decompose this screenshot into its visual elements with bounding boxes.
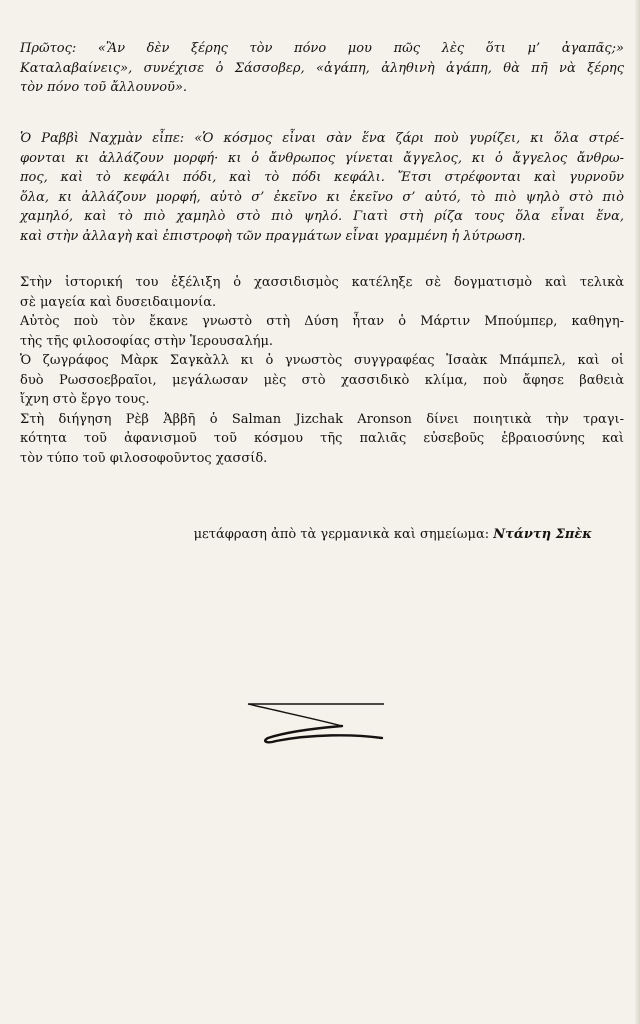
text-line: Αὐτὸς ποὺ τὸν ἔκανε γνωστὸ στὴ Δύση ἦταν ὁ Μάρτιν Μπούμπερ, καθηγη- bbox=[20, 314, 624, 329]
paragraph-quote bbox=[20, 39, 624, 98]
text-line: χαμηλό, καὶ τὸ πιὸ χαμηλὸ στὸ πιὸ ψηλό. Γιατὶ στὴ ρίζα τους ὅλα εἶναι ἕνα, bbox=[20, 209, 624, 224]
text-line: Στὴν ἱστορική του ἐξέλιξη ὁ χασσιδισμὸς κατέληξε σὲ δογματισμὸ καὶ τελικὰ bbox=[20, 275, 624, 290]
text-line: δυὸ Ρωσσοεβραῖοι, μεγάλωσαν μὲς στὸ χασσιδικὸ κλίμα, ποὺ ἄφησε βαθειὰ bbox=[20, 372, 624, 388]
text-line: κότητα τοῦ ἀφανισμοῦ τοῦ κόσμου τῆς παλιᾶς εὐσεβοῦς ἑβραιοσύνης καὶ bbox=[20, 431, 624, 446]
text-line: Καταλαβαίνεις», συνέχισε ὁ Σάσσοβερ, «ἀγάπη, ἀληθινὴ ἀγάπη, θὰ πῆ νὰ ξέρης bbox=[20, 60, 624, 76]
text-line: Ὁ ζωγράφος Μὰρκ Σαγκὰλλ κι ὁ γνωστὸς συγγραφέας Ἰσαὰκ Μπάμπελ, καὶ οἱ bbox=[20, 353, 624, 368]
paragraph-rabbi-nachman bbox=[20, 129, 624, 246]
text-line: Ὁ Ραββὶ Ναχμὰν εἶπε: «Ὁ κόσμος εἶναι σὰν ἕνα ζάρι ποὺ γυρίζει, κι ὅλα στρέ- bbox=[20, 131, 624, 146]
flourish-icon bbox=[242, 688, 388, 750]
text-line: καὶ στὴν ἀλλαγὴ καὶ ἐπιστροφὴ τῶν πραγμάτων εἶναι γραμμένη ἡ λύτρωση. bbox=[20, 228, 526, 244]
text-line: τὴς τῆς φιλοσοφίας στὴν Ἱερουσαλήμ. bbox=[20, 333, 274, 349]
text-line: ἴχνη στὸ ἔργο τους. bbox=[20, 392, 150, 407]
page-edge-shadow bbox=[634, 0, 640, 1024]
text-line: τὸν πόνο τοῦ ἄλλουνοῦ». bbox=[20, 80, 188, 95]
translator-name: Ντάντη Σπὲκ bbox=[493, 527, 592, 542]
text-line: Πρῶτος: «Ἂν δὲν ξέρης τὸν πόνο μου πῶς λὲς ὅτι μ’ ἀγαπᾶς;» bbox=[20, 41, 624, 56]
credit-label: μετάφραση ἀπὸ τὰ γερμανικὰ καὶ σημείωμα: bbox=[193, 527, 490, 542]
text-line: σὲ μαγεία καὶ δυσειδαιμονία. bbox=[20, 294, 217, 310]
paragraph-history-note bbox=[20, 273, 624, 468]
text-line: φονται κι ἀλλάζουν μορφή· κι ὁ ἄνθρωπος γίνεται ἄγγελος, κι ὁ ἄγγελος ἄνθρω- bbox=[20, 150, 624, 166]
text-line: ὅλα, κι ἀλλάζουν μορφή, αὐτὸ σ’ ἐκεῖνο κι ἐκεῖνο σ’ αὐτό, τὸ πιὸ ψηλὸ στὸ πιὸ bbox=[20, 189, 624, 205]
text-line: Στὴ διήγηση Ρὲβ Ἀββῆ ὁ Salman Jizchak Aronson δίνει ποιητικὰ τὴν τραγι- bbox=[20, 411, 624, 427]
text-line: πος, καὶ τὸ κεφάλι πόδι, καὶ τὸ πόδι κεφάλι. Ἔτσι στρέφονται καὶ γυρνοῦν bbox=[20, 170, 624, 185]
translator-credit bbox=[194, 527, 592, 542]
text-line: τὸν τύπο τοῦ φιλοσοφοῦντος χασσίδ. bbox=[20, 450, 268, 466]
